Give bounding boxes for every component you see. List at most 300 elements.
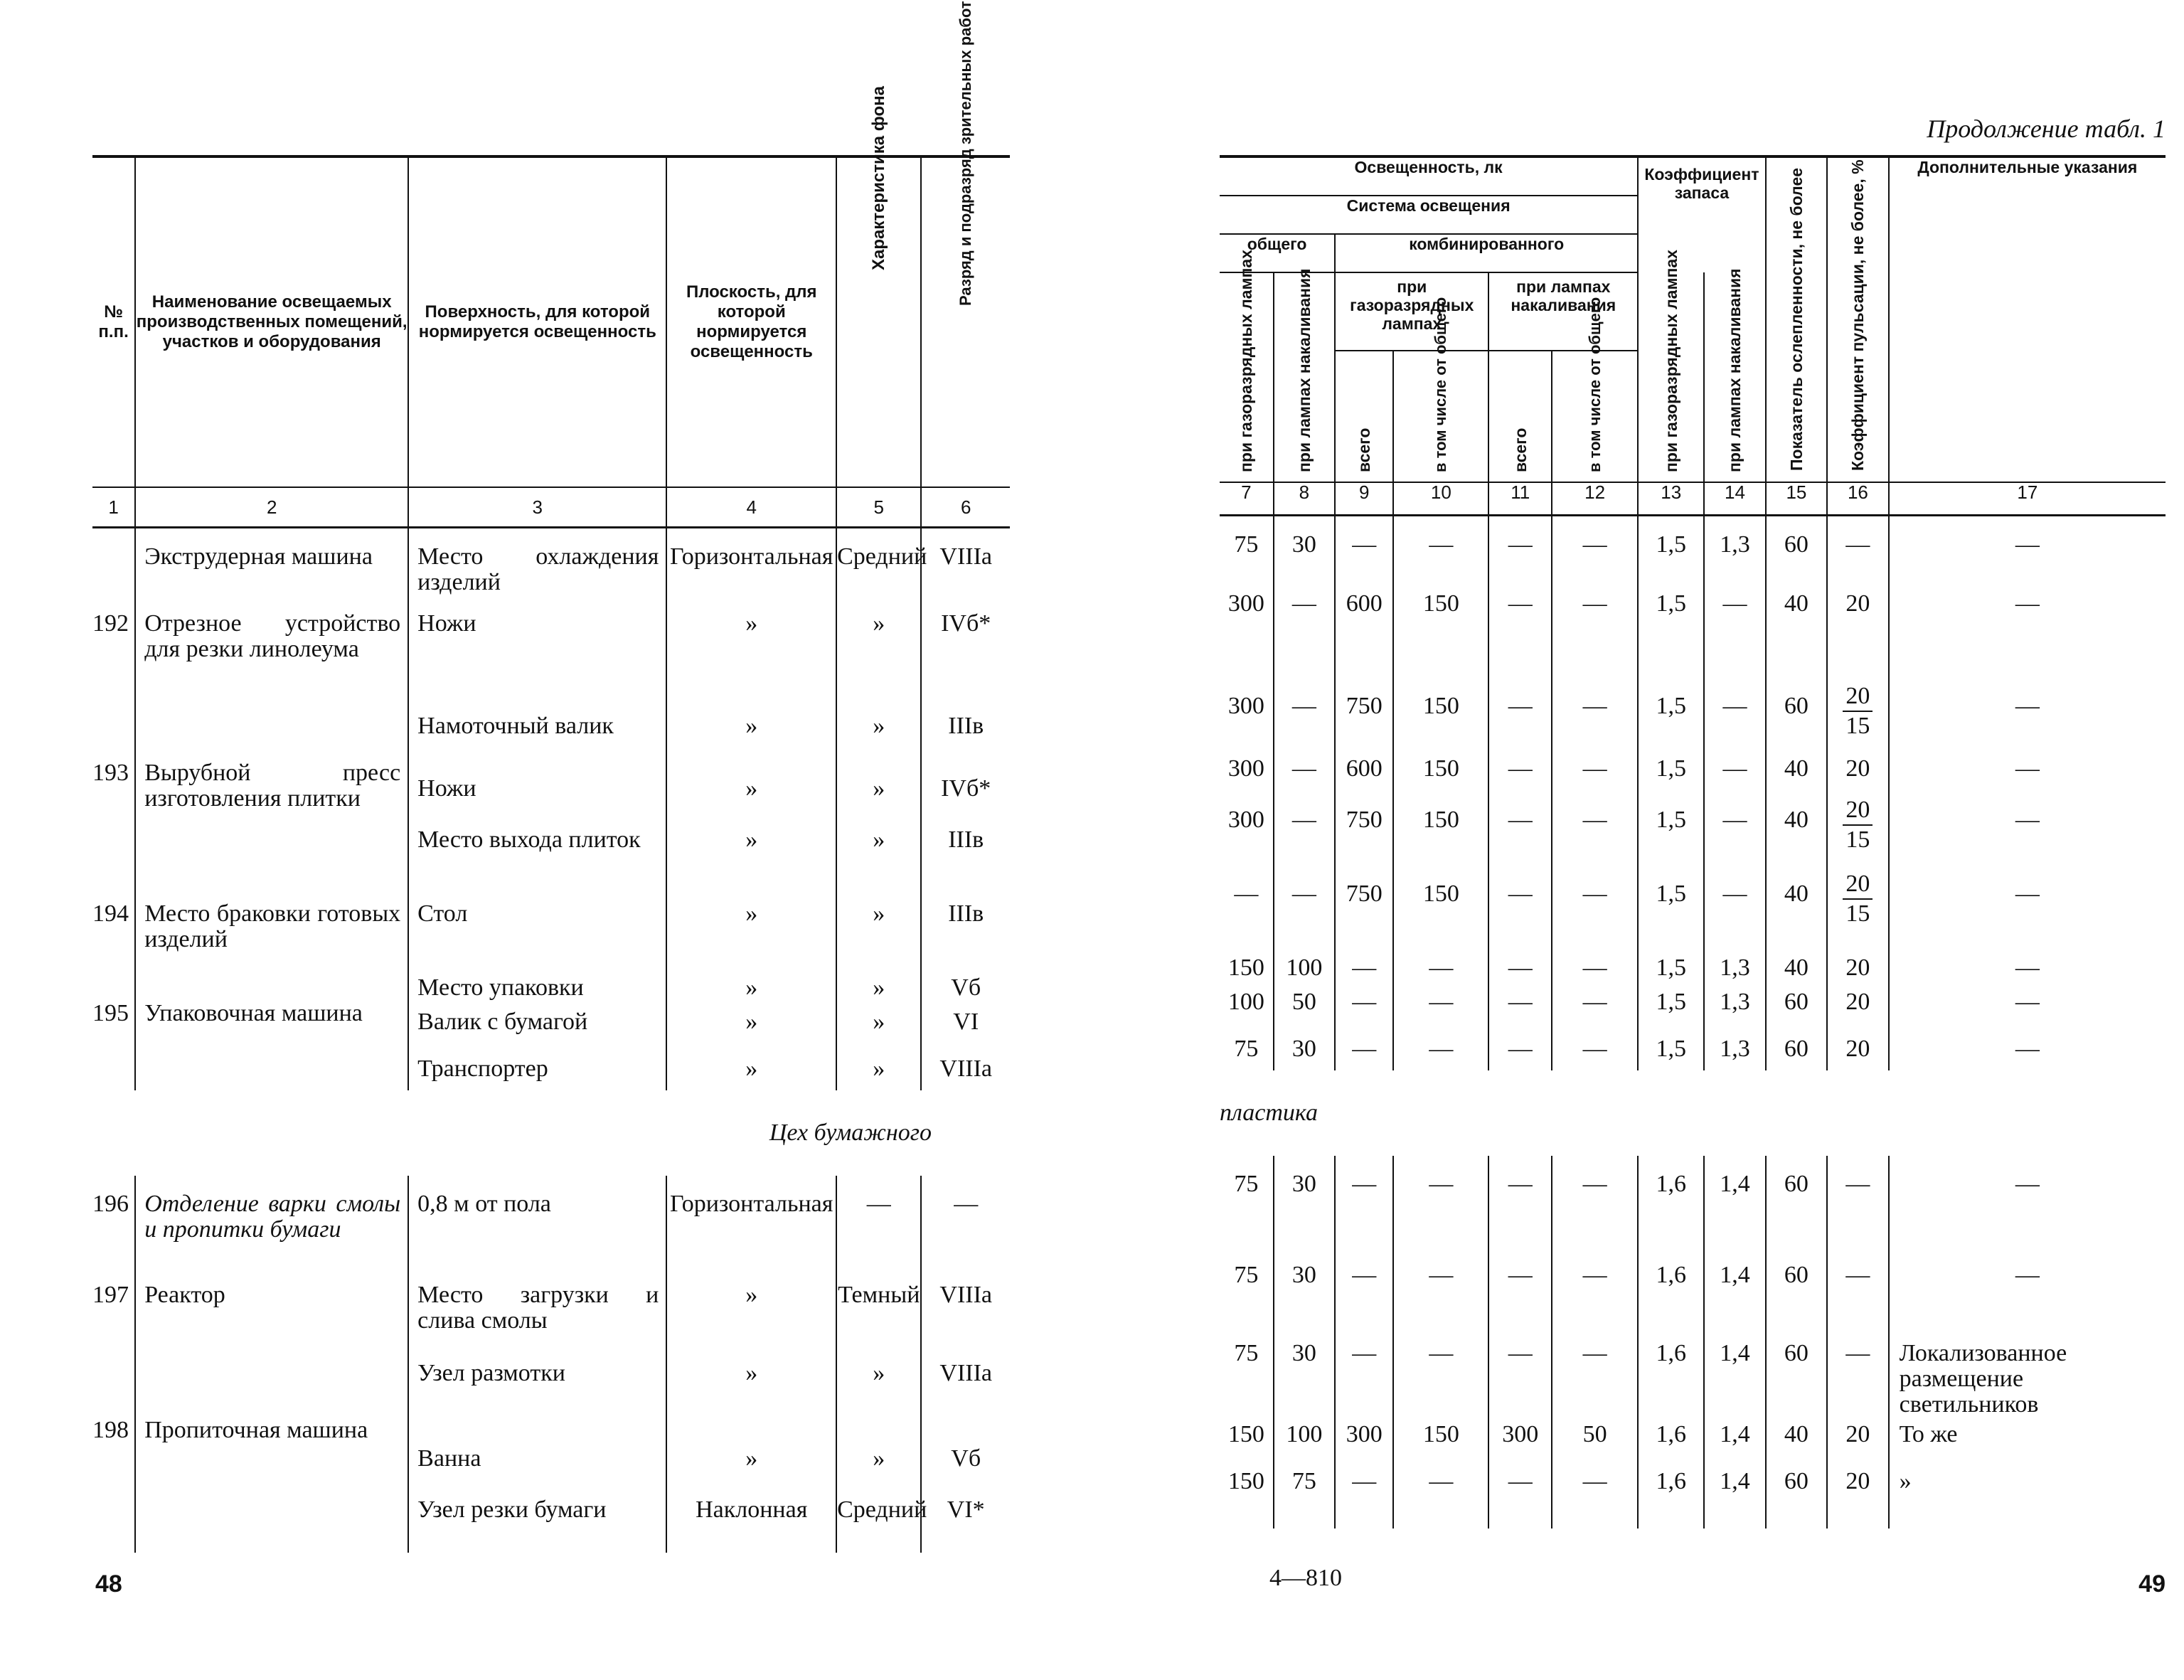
header-background [836,86,921,487]
cell-c8: 30 [1274,516,1335,575]
col-num: 8 [1274,482,1335,516]
cell-c16 [1827,678,1888,740]
pulsation-fraction [1843,682,1873,740]
table-row [92,886,1010,959]
right-number-row [1220,482,2166,516]
row-no: 193 [92,760,129,786]
header-combined: комбинированного [1335,234,1638,272]
running-head: Продолжение табл. 1 [1927,115,2166,143]
cell-c15: 60 [1766,1247,1827,1325]
cell-c17: — [1889,940,2166,981]
table-row [1220,866,2166,940]
cell-c7: 150 [1227,954,1264,981]
row-surface: Узел размотки [408,1345,666,1402]
header-plane: Плоскость, для которой нормируется освещенность [666,156,836,487]
row-name: Реактор [135,1267,408,1345]
cell-c8: 50 [1274,981,1335,1025]
col-num: 9 [1335,482,1393,516]
cell-c16 [1827,866,1888,940]
header-c10 [1393,297,1488,482]
cell-c17: — [1889,1025,2166,1070]
cell-c12: — [1552,981,1638,1025]
row-no: 198 [92,1417,129,1443]
header-reserve: Коэффициент запаса [1638,156,1765,272]
header-gas: при газоразрядных лампах [1335,272,1488,351]
header-c7-text: при газоразрядных лампах [1237,250,1256,472]
row-background: » [836,1001,921,1045]
table-row [1220,1025,2166,1070]
cell-c16: 20 [1827,1464,1888,1529]
row-name [135,1482,408,1553]
row-name: Пропиточная машина [135,1402,408,1482]
row-name: Упаковочная машина [135,1001,408,1045]
cell-c7: — [1234,880,1259,907]
cell-c14: 1,3 [1704,981,1765,1025]
cell-c8: — [1274,792,1335,866]
row-plane: Наклонная [666,1482,836,1553]
cell-c10: — [1393,1025,1488,1070]
col-num: 5 [836,487,921,528]
cell-c15: 40 [1766,1418,1827,1464]
cell-c14: 1,4 [1704,1156,1765,1247]
row-name [135,1045,408,1090]
cell-c7: 75 [1234,531,1259,558]
cell-c7: 75 [1234,1035,1259,1062]
cell-c14: 1,3 [1704,940,1765,981]
table-row [1220,516,2166,575]
cell-c7: 150 [1227,1467,1264,1494]
fraction-bottom: 15 [1845,712,1870,739]
left-header-row [92,156,1010,487]
left-page [0,0,1053,1680]
cell-c15: 40 [1766,575,1827,678]
cell-c11: — [1488,1464,1552,1529]
header-c13-text: при газоразрядных лампах [1661,250,1680,472]
table-row [92,760,1010,812]
cell-c8: 75 [1274,1464,1335,1529]
cell-c15: 60 [1766,1464,1827,1529]
row-no: 194 [92,900,129,927]
header-c11-text: всего [1511,427,1530,472]
cell-c17: — [1889,1247,2166,1325]
table-row [92,1482,1010,1553]
cell-c9: — [1335,981,1393,1025]
section-title: пластика [1220,1099,1318,1126]
cell-c17: — [1889,981,2166,1025]
table-row [1220,1464,2166,1529]
cell-c13: 1,6 [1638,1247,1704,1325]
header-glare-text: Показатель ослепленности, не более [1786,167,1806,471]
cell-c13: 1,5 [1638,981,1704,1025]
cell-c10: 150 [1393,575,1488,678]
row-background: Средний [836,1482,921,1553]
header-pulsation-text: Коэффициент пульсации, не более, % [1848,159,1868,471]
cell-c8: 30 [1274,1325,1335,1418]
row-plane: » [666,595,836,698]
fraction-bottom: 15 [1845,900,1870,927]
row-plane: » [666,760,836,812]
row-surface: Место выхода плиток [408,812,666,886]
cell-c10: — [1393,1156,1488,1247]
row-name [135,1345,408,1402]
row-background: » [836,959,921,1001]
header-c14-text: при лампах накаливания [1725,268,1744,472]
cell-c10: 150 [1393,866,1488,940]
cell-c9: 600 [1335,740,1393,792]
cell-c10: 150 [1393,792,1488,866]
row-plane: » [666,698,836,760]
row-grade: — [921,1176,1010,1267]
page-number-right: 49 [2138,1570,2166,1597]
row-background: Средний [836,528,921,596]
cell-c15: 40 [1766,940,1827,981]
row-no [92,1345,135,1402]
row-no: 192 [92,610,129,637]
col-num: 13 [1638,482,1704,516]
cell-c17: — [1889,678,2166,740]
cell-c13: 1,5 [1638,792,1704,866]
cell-c16 [1827,792,1888,866]
cell-c12: — [1552,940,1638,981]
cell-c15: 60 [1766,981,1827,1025]
cell-c7: 75 [1234,1261,1259,1288]
cell-c7: 150 [1227,1420,1264,1447]
cell-c10: — [1393,516,1488,575]
row-grade: IIIв [921,698,1010,760]
page-number-left: 48 [95,1570,122,1597]
header-background-text: Характеристика фона [868,86,888,270]
row-no [92,528,135,596]
header-row [1220,156,2166,196]
cell-c11: — [1488,740,1552,792]
cell-c10: 150 [1393,740,1488,792]
header-no: № п.п. [92,156,135,487]
row-no: 197 [92,1282,129,1308]
cell-c17: — [1889,866,2166,940]
cell-c16: 20 [1827,1418,1888,1464]
row-surface: Место упаковки [408,959,666,1001]
cell-c15: 60 [1766,1156,1827,1247]
cell-c16: — [1827,516,1888,575]
cell-c7: 300 [1227,755,1264,782]
row-grade: VIIIа [921,1045,1010,1090]
header-grade-text: Разряд и подразряд зрительных работ [957,1,975,306]
cell-c15: 60 [1766,516,1827,575]
row-background: » [836,1402,921,1482]
cell-c9: 750 [1335,792,1393,866]
col-num: 7 [1220,482,1274,516]
cell-c11: — [1488,866,1552,940]
row-grade: VIIIа [921,1345,1010,1402]
cell-c14: 1,4 [1704,1325,1765,1418]
header-incand: при лампах накаливания [1488,272,1638,351]
row-plane: » [666,886,836,959]
col-num: 12 [1552,482,1638,516]
cell-c9: — [1335,1156,1393,1247]
header-c7 [1220,250,1274,482]
section-row [92,1090,1010,1176]
header-surface: Поверхность, для которой нормируется освещенность [408,156,666,487]
table-row [92,698,1010,760]
table-row [92,1001,1010,1045]
table-row [92,1402,1010,1482]
cell-c9: 300 [1335,1418,1393,1464]
row-plane: » [666,1345,836,1402]
cell-c17: — [1889,792,2166,866]
cell-c7: 300 [1227,692,1264,719]
col-num: 14 [1704,482,1765,516]
header-c12-text: в том числе от общего [1585,297,1604,472]
row-grade: Vб [921,1402,1010,1482]
table-row [92,812,1010,886]
row-no [92,1045,135,1090]
cell-c12: — [1552,516,1638,575]
cell-c7: 300 [1227,806,1264,833]
cell-c15: 40 [1766,792,1827,866]
cell-c11: — [1488,1025,1552,1070]
cell-c14: 1,4 [1704,1418,1765,1464]
cell-c12: — [1552,792,1638,866]
cell-c9: — [1335,1025,1393,1070]
row-plane: Горизонтальная [666,528,836,596]
cell-c9: 750 [1335,678,1393,740]
cell-c11: — [1488,516,1552,575]
row-no [92,959,135,1001]
cell-c12: — [1552,1156,1638,1247]
cell-c17: » [1889,1464,2166,1529]
cell-c12: — [1552,1247,1638,1325]
row-plane: Горизонтальная [666,1176,836,1267]
row-background: » [836,760,921,812]
col-num: 10 [1393,482,1488,516]
cell-c13: 1,5 [1638,575,1704,678]
row-name: Отрезное устройство для резки линолеума [135,595,408,698]
table-row [1220,1247,2166,1325]
cell-c14: — [1704,866,1765,940]
cell-c10: — [1393,1247,1488,1325]
left-table [92,1,1010,1553]
cell-c10: — [1393,981,1488,1025]
col-num: 4 [666,487,836,528]
cell-c11: — [1488,1325,1552,1418]
cell-c13: 1,5 [1638,516,1704,575]
cell-c8: 100 [1274,940,1335,981]
row-plane: » [666,812,836,886]
row-surface: 0,8 м от пола [408,1176,666,1267]
header-c12 [1552,297,1638,482]
row-name [135,959,408,1001]
cell-c13: 1,6 [1638,1464,1704,1529]
signature-mark: 4—810 [1269,1565,1342,1591]
cell-c12: — [1552,575,1638,678]
cell-c13: 1,5 [1638,940,1704,981]
cell-c15: 40 [1766,740,1827,792]
cell-c17: — [1889,516,2166,575]
row-background: » [836,595,921,698]
row-background: — [836,1176,921,1267]
cell-c9: 600 [1335,575,1393,678]
row-surface: Ножи [408,595,666,698]
cell-c8: — [1274,575,1335,678]
cell-c10: — [1393,940,1488,981]
row-surface: Намоточный валик [408,698,666,760]
cell-c9: — [1335,1464,1393,1529]
row-plane: » [666,1045,836,1090]
cell-c17: — [1889,1156,2166,1247]
cell-c8: 30 [1274,1247,1335,1325]
row-plane: » [666,959,836,1001]
cell-c14: 1,3 [1704,1025,1765,1070]
col-num: 3 [408,487,666,528]
cell-c8: 100 [1274,1418,1335,1464]
cell-c15: 40 [1766,866,1827,940]
cell-c15: 60 [1766,1025,1827,1070]
header-notes: Дополнительные указания [1889,156,2166,482]
cell-c12: — [1552,1464,1638,1529]
cell-c11: — [1488,1247,1552,1325]
table-row [92,959,1010,1001]
fraction-top: 20 [1843,682,1873,712]
cell-c9: — [1335,1325,1393,1418]
table-row [1220,1325,2166,1418]
header-grade [921,1,1010,487]
cell-c10: — [1393,1464,1488,1529]
left-number-row [92,487,1010,528]
fraction-top: 20 [1843,870,1873,900]
cell-c9: — [1335,1247,1393,1325]
cell-c14: 1,4 [1704,1247,1765,1325]
cell-c16: 20 [1827,575,1888,678]
row-no [92,812,135,886]
cell-c11: — [1488,1156,1552,1247]
row-name: Отделение варки смолы и пропитки бумаги [135,1176,408,1267]
header-name: Наименование освещаемых производственных помещений, участков и оборудования [135,156,408,487]
row-background: » [836,698,921,760]
row-plane: » [666,1267,836,1345]
cell-c9: — [1335,940,1393,981]
cell-c9: 750 [1335,866,1393,940]
header-system: Система освещения [1220,196,1638,234]
cell-c12: — [1552,866,1638,940]
table-row [92,1267,1010,1345]
row-plane: » [666,1402,836,1482]
cell-c7: 100 [1227,988,1264,1015]
table-row [92,1176,1010,1267]
cell-c13: 1,5 [1638,866,1704,940]
row-grade: Vб [921,959,1010,1001]
cell-c14: — [1704,678,1765,740]
col-num: 16 [1827,482,1888,516]
cell-c8: — [1274,866,1335,940]
row-no: 195 [92,1000,129,1026]
row-surface: Место загрузки и слива смолы [408,1267,666,1345]
cell-c16: 20 [1827,981,1888,1025]
col-num: 11 [1488,482,1552,516]
pulsation-fraction [1843,796,1873,854]
row-background: » [836,886,921,959]
cell-c12: — [1552,740,1638,792]
cell-c11: — [1488,575,1552,678]
cell-c16: 20 [1827,1025,1888,1070]
col-num: 17 [1889,482,2166,516]
right-page [1131,0,2184,1680]
table-row [92,595,1010,698]
table-row [1220,1156,2166,1247]
cell-c16: 20 [1827,740,1888,792]
cell-c8: — [1274,678,1335,740]
col-num: 2 [135,487,408,528]
row-surface: Транспортер [408,1045,666,1090]
cell-c16: — [1827,1247,1888,1325]
header-illumination: Освещенность, лк [1220,156,1638,196]
cell-c13: 1,5 [1638,678,1704,740]
header-c13 [1638,250,1704,482]
cell-c15: 60 [1766,678,1827,740]
cell-c17: Локализованное размещение светильников [1889,1325,2166,1418]
cell-c16: 20 [1827,940,1888,981]
row-grade: IIIв [921,886,1010,959]
cell-c17: То же [1889,1418,2166,1464]
section-title: Цех бумажного [769,1120,932,1146]
row-grade: IVб* [921,760,1010,812]
row-surface: Стол [408,886,666,959]
pulsation-fraction [1843,870,1873,928]
header-c9-text: всего [1355,427,1374,472]
header-c8-text: при лампах накаливания [1294,268,1314,472]
cell-c15: 60 [1766,1325,1827,1418]
row-background: » [836,812,921,886]
cell-c8: — [1274,740,1335,792]
header-c10-text: в том числе от общего [1432,297,1450,472]
cell-c10: 150 [1393,678,1488,740]
cell-c13: 1,5 [1638,1025,1704,1070]
cell-c9: — [1335,516,1393,575]
header-c8 [1274,268,1335,482]
table-row [1220,1418,2166,1464]
row-grade: VIIIа [921,528,1010,596]
row-no [92,1482,135,1553]
cell-c12: — [1552,678,1638,740]
table-row [92,528,1010,596]
cell-c12: — [1552,1325,1638,1418]
row-no [92,698,135,760]
row-name: Экструдерная машина [135,528,408,596]
row-name [135,698,408,760]
table-row [1220,940,2166,981]
header-c9 [1335,351,1393,482]
cell-c11: — [1488,792,1552,866]
row-grade: IVб* [921,595,1010,698]
cell-c14: — [1704,575,1765,678]
section-row [1220,1070,2166,1156]
table-row [1220,792,2166,866]
cell-c11: — [1488,678,1552,740]
row-name: Вырубной пресс изготовления плитки [135,760,408,812]
cell-c13: 1,5 [1638,740,1704,792]
cell-c11: — [1488,940,1552,981]
row-grade: VI [921,1001,1010,1045]
row-grade: VI* [921,1482,1010,1553]
cell-c16: — [1827,1325,1888,1418]
row-plane: » [666,1001,836,1045]
fraction-top: 20 [1843,796,1873,826]
header-glare [1766,156,1827,482]
header-pulsation [1827,156,1888,482]
cell-c14: 1,3 [1704,516,1765,575]
row-grade: VIIIа [921,1267,1010,1345]
col-num: 1 [92,487,135,528]
header-c14 [1704,268,1765,482]
